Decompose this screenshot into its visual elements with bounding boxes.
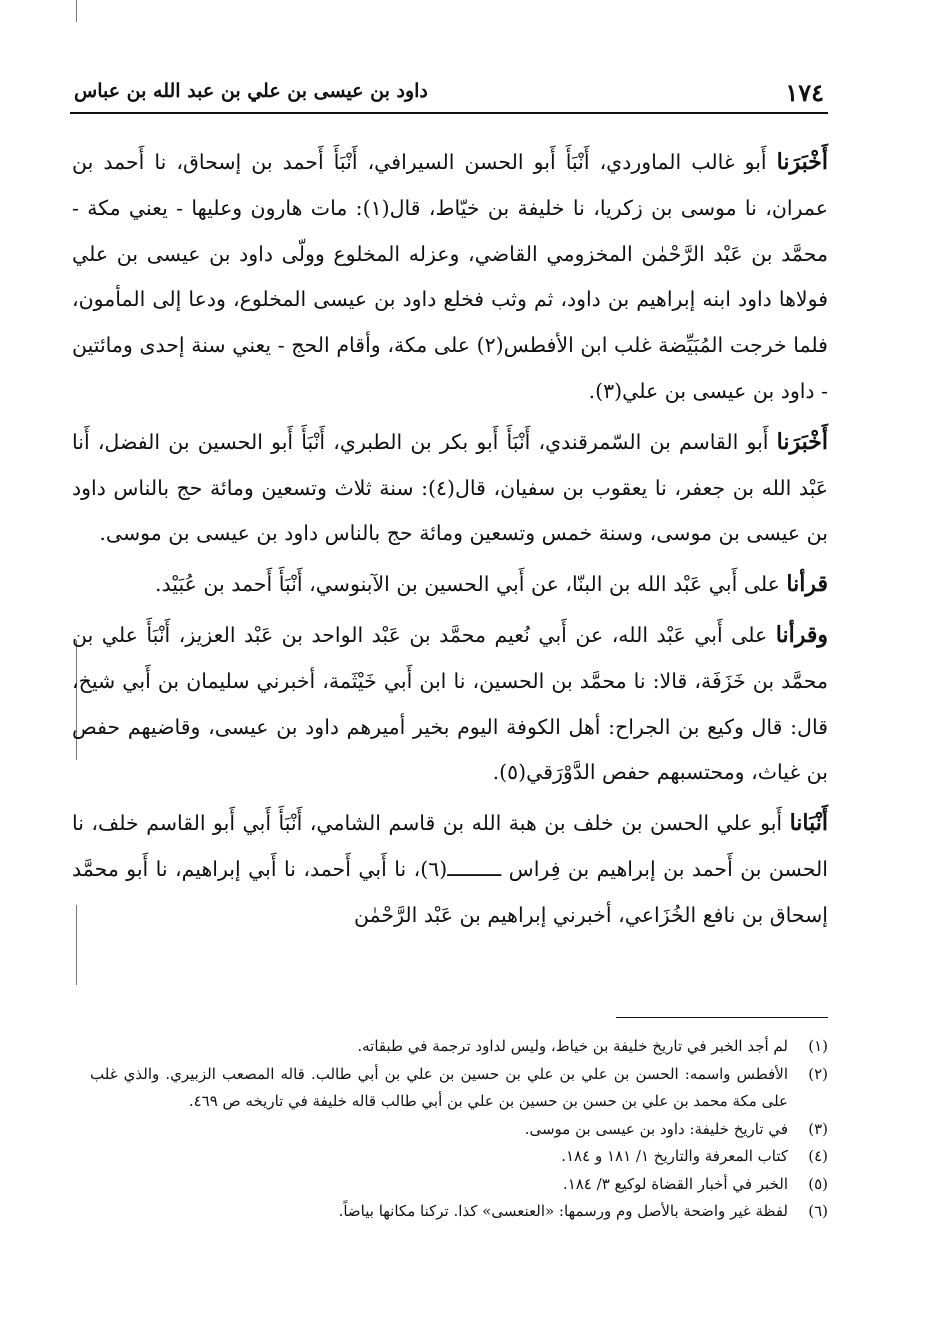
paragraph bbox=[72, 613, 828, 796]
footnote bbox=[90, 1171, 828, 1199]
footnote-number: (٣) bbox=[808, 1119, 828, 1138]
margin-line-top bbox=[76, 0, 77, 22]
footnote-text: لفظة غير واضحة بالأصل وم ورسمها: «العنعسى» كذا. تركنا مكانها بياضاً. bbox=[338, 1202, 788, 1220]
footnotes bbox=[90, 1033, 828, 1226]
page-number: ١٧٤ bbox=[785, 78, 824, 107]
paragraph-text: على أَبي عَبْد الله، عن أَبي نُعيم محمَّد بن عَبْد الواحد بن عَبْد العزيز، أَنْبَأَ علي بن محمَّد بن خَزَفَة، قالا: نا محمَّد بن الحسين، نا ابن أَبي خَيْثَمة، أخبرني سليمان بن أَبي شيخ، قال: قال وكيع بن الجراح: أهل الكوفة اليوم بخير أميرهم داود بن عيسى، وقاضيهم حفص بن غياث، ومحتسبهم حفص الدَّوْرَقي(٥). bbox=[72, 622, 828, 785]
paragraph bbox=[72, 140, 828, 415]
paragraph-lead: أَخْبَرَنا bbox=[776, 149, 828, 175]
footnote bbox=[90, 1143, 828, 1171]
paragraph bbox=[72, 562, 828, 608]
footnote-number: (٥) bbox=[808, 1174, 828, 1193]
footnote bbox=[90, 1033, 828, 1061]
paragraph-text: على أَبي عَبْد الله بن البنّا، عن أَبي الحسين بن الآبنوسي، أَنْبَأَ أَحمد بن عُبَيْد. bbox=[155, 572, 787, 597]
footnote bbox=[90, 1116, 828, 1144]
paragraph-lead: وقرأنا bbox=[775, 621, 828, 648]
paragraph-lead: قرأنا bbox=[786, 571, 828, 598]
paragraph-text: أَبو علي الحسن بن خلف بن هبة الله بن قاسم الشامي، أَنْبَأَ أَبي أَبو القاسم خلف، نا الحسن بن أَحمد بن إبراهيم بن فِراس ـــــــــ(٦)، نا أَبي أَحمد، نا أَبي إبراهيم، نا أَبو محمَّد إسحاق بن نافع الخُزَاعي، أخبرني إبراهيم بن عَبْد الرَّحْمٰن bbox=[72, 811, 828, 927]
footnote-number: (١) bbox=[808, 1037, 828, 1055]
footnote-number: (٢) bbox=[808, 1064, 828, 1083]
paragraph-text: أَبو القاسم بن السّمرقندي، أَنْبَأَ أَبو بكر بن الطبري، أَنْبَأَ أَبو الحسين بن الفضل، أَنا عَبْد الله بن جعفر، نا يعقوب بن سفيان، قال(٤): سنة ثلاث وتسعين ومائة حج بالناس داود بن عيسى بن موسى، وسنة خمس وتسعين ومائة حج بالناس داود بن عيسى بن موسى. bbox=[72, 429, 829, 546]
paragraph-lead: أَنْبَانا bbox=[789, 810, 828, 837]
footnote-text: كتاب المعرفة والتاريخ ١/ ١٨١ و ١٨٤. bbox=[561, 1147, 788, 1165]
paragraph bbox=[72, 801, 828, 938]
footnote-text: في تاريخ خليفة: داود بن عيسى بن موسى. bbox=[524, 1119, 788, 1138]
footnote bbox=[90, 1061, 828, 1116]
footnote-text: الخبر في أخبار القضاة لوكيع ٣/ ١٨٤. bbox=[562, 1174, 788, 1193]
running-title: داود بن عيسى بن علي بن عبد الله بن عباس bbox=[74, 80, 428, 102]
footnote-text: لم أجد الخبر في تاريخ خليفة بن خياط، وليس لداود ترجمة في طبقاته. bbox=[357, 1037, 788, 1055]
footnote-number: (٤) bbox=[808, 1147, 828, 1165]
footnote-number: (٦) bbox=[808, 1202, 828, 1220]
footnote-text: الأفطس واسمه: الحسن بن علي بن علي بن حسين بن علي بن أبي طالب. قاله المصعب الزبيري. والذي غلب على مكة محمد بن علي بن حسن بن حسين بن علي بن أبي طالب قاله خليفة في تاريخه ص ٤٦٩. bbox=[90, 1064, 788, 1110]
main-text bbox=[72, 140, 828, 944]
paragraph bbox=[72, 420, 828, 557]
page-header bbox=[70, 78, 828, 114]
footnote bbox=[90, 1198, 828, 1226]
paragraph-text: أَبو غالب الماوردي، أَنْبَأَ أَبو الحسن السيرافي، أَنْبَأَ أَحمد بن إسحاق، نا أَحمد بن عمران، نا موسى بن زكريا، نا خليفة بن خيّاط، قال(١): مات هارون وعليها - يعني مكة - محمَّد بن عَبْد الرَّحْمٰن المخزومي القاضي، وعزله المخلوع وولّى داود بن عيسى بن علي فولاها داود ابنه إبراهيم بن داود، ثم وثب فخلع داود بن عيسى المخلوع، ودعا إلى المأمون، فلما خرجت المُبَيِّضة غلب ابن الأفطس(٢) على مكة، وأقام الحج - يعني سنة إحدى ومائتين - داود بن عيسى بن علي(٣). bbox=[72, 150, 828, 403]
paragraph-lead: أَخْبَرَنا bbox=[776, 428, 828, 455]
footnote-separator bbox=[616, 1017, 828, 1018]
